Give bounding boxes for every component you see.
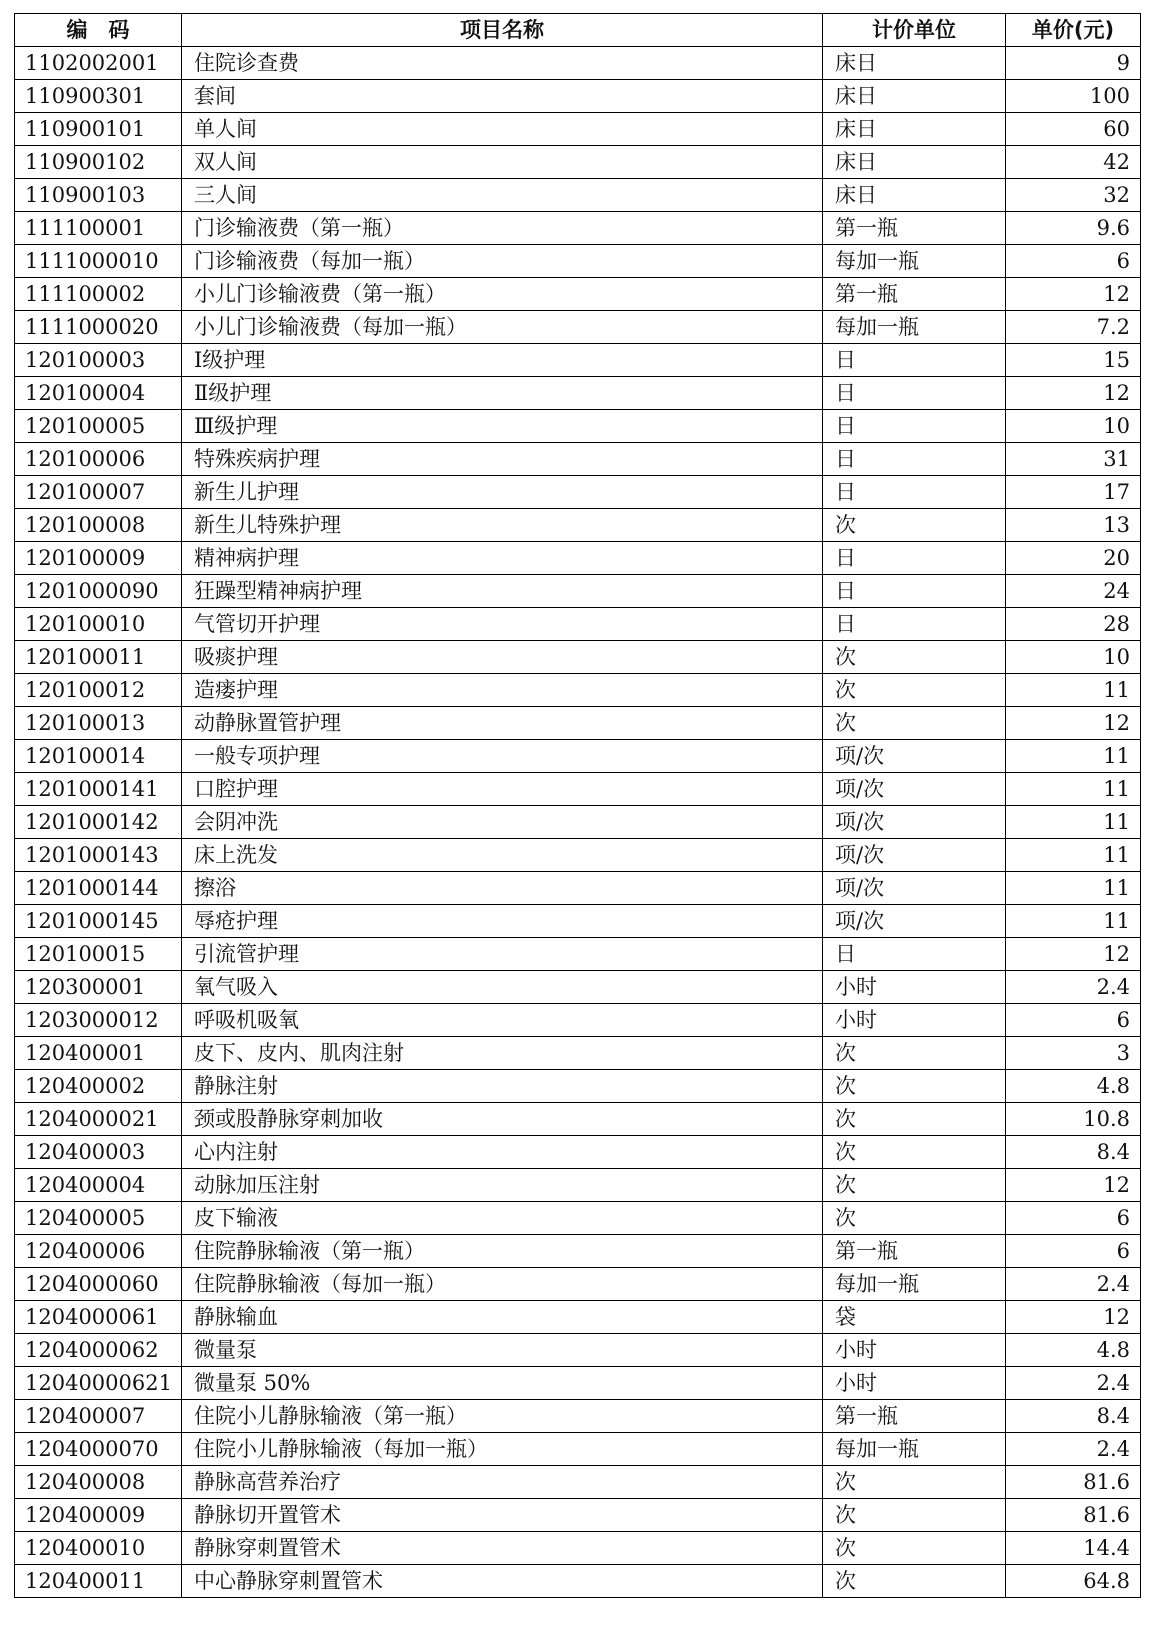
- cell-pricing-unit: 第一瓶: [823, 1235, 1006, 1268]
- cell-pricing-unit: 项/次: [823, 740, 1006, 773]
- cell-unit-price: 11: [1006, 773, 1141, 806]
- cell-unit-price: 60: [1006, 113, 1141, 146]
- cell-item-name: 新生儿护理: [182, 476, 823, 509]
- cell-item-name: 静脉注射: [182, 1070, 823, 1103]
- cell-item-name: 动脉加压注射: [182, 1169, 823, 1202]
- cell-code: 1201000090: [15, 575, 182, 608]
- table-row: [15, 971, 1141, 1004]
- cell-item-name: 住院诊查费: [182, 47, 823, 80]
- cell-code: 120100014: [15, 740, 182, 773]
- cell-pricing-unit: 小时: [823, 1334, 1006, 1367]
- cell-pricing-unit: 日: [823, 938, 1006, 971]
- table-row: [15, 113, 1141, 146]
- cell-unit-price: 11: [1006, 839, 1141, 872]
- cell-code: 1204000061: [15, 1301, 182, 1334]
- table-row: [15, 443, 1141, 476]
- cell-pricing-unit: 床日: [823, 179, 1006, 212]
- cell-unit-price: 28: [1006, 608, 1141, 641]
- table-row: [15, 344, 1141, 377]
- cell-code: 110900301: [15, 80, 182, 113]
- cell-item-name: 住院静脉输液（每加一瓶）: [182, 1268, 823, 1301]
- cell-unit-price: 31: [1006, 443, 1141, 476]
- cell-unit-price: 11: [1006, 872, 1141, 905]
- cell-pricing-unit: 次: [823, 1499, 1006, 1532]
- cell-item-name: 微量泵 50%: [182, 1367, 823, 1400]
- cell-item-name: 动静脉置管护理: [182, 707, 823, 740]
- table-row: [15, 707, 1141, 740]
- cell-unit-price: 9.6: [1006, 212, 1141, 245]
- table-row: [15, 905, 1141, 938]
- cell-item-name: 特殊疾病护理: [182, 443, 823, 476]
- cell-unit-price: 42: [1006, 146, 1141, 179]
- cell-pricing-unit: 袋: [823, 1301, 1006, 1334]
- cell-item-name: Ⅲ级护理: [182, 410, 823, 443]
- table-row: [15, 1301, 1141, 1334]
- cell-code: 1203000012: [15, 1004, 182, 1037]
- cell-code: 120100013: [15, 707, 182, 740]
- cell-pricing-unit: 每加一瓶: [823, 311, 1006, 344]
- table-row: [15, 245, 1141, 278]
- cell-code: 1201000144: [15, 872, 182, 905]
- table-row: [15, 1235, 1141, 1268]
- cell-item-name: 心内注射: [182, 1136, 823, 1169]
- table-row: [15, 1136, 1141, 1169]
- header-code: 编 码: [15, 14, 182, 47]
- table-row: [15, 575, 1141, 608]
- cell-code: 120300001: [15, 971, 182, 1004]
- table-row: [15, 1433, 1141, 1466]
- cell-item-name: 辱疮护理: [182, 905, 823, 938]
- price-table: [14, 13, 1141, 1598]
- cell-code: 120100008: [15, 509, 182, 542]
- cell-code: 120100011: [15, 641, 182, 674]
- cell-unit-price: 2.4: [1006, 1433, 1141, 1466]
- cell-unit-price: 12: [1006, 938, 1141, 971]
- cell-code: 1204000060: [15, 1268, 182, 1301]
- header-unit-price: 单价(元): [1006, 14, 1141, 47]
- cell-unit-price: 2.4: [1006, 1367, 1141, 1400]
- cell-unit-price: 8.4: [1006, 1136, 1141, 1169]
- cell-pricing-unit: 次: [823, 1070, 1006, 1103]
- cell-unit-price: 6: [1006, 1202, 1141, 1235]
- cell-item-name: 双人间: [182, 146, 823, 179]
- table-row: [15, 509, 1141, 542]
- table-row: [15, 1466, 1141, 1499]
- table-row: [15, 674, 1141, 707]
- cell-unit-price: 24: [1006, 575, 1141, 608]
- table-row: [15, 377, 1141, 410]
- cell-unit-price: 7.2: [1006, 311, 1141, 344]
- cell-unit-price: 4.8: [1006, 1070, 1141, 1103]
- cell-pricing-unit: 日: [823, 476, 1006, 509]
- cell-code: 110900103: [15, 179, 182, 212]
- cell-code: 120400002: [15, 1070, 182, 1103]
- cell-code: 120400006: [15, 1235, 182, 1268]
- cell-code: 120400001: [15, 1037, 182, 1070]
- cell-unit-price: 12: [1006, 377, 1141, 410]
- table-row: [15, 872, 1141, 905]
- cell-code: 110900101: [15, 113, 182, 146]
- cell-unit-price: 15: [1006, 344, 1141, 377]
- cell-item-name: 门诊输液费（第一瓶）: [182, 212, 823, 245]
- cell-pricing-unit: 日: [823, 377, 1006, 410]
- table-row: [15, 1367, 1141, 1400]
- cell-item-name: 套间: [182, 80, 823, 113]
- cell-pricing-unit: 项/次: [823, 839, 1006, 872]
- cell-code: 12040000621: [15, 1367, 182, 1400]
- cell-pricing-unit: 日: [823, 575, 1006, 608]
- cell-item-name: 静脉输血: [182, 1301, 823, 1334]
- cell-code: 120400005: [15, 1202, 182, 1235]
- cell-code: 120100009: [15, 542, 182, 575]
- cell-item-name: Ⅱ级护理: [182, 377, 823, 410]
- table-row: [15, 311, 1141, 344]
- cell-unit-price: 11: [1006, 740, 1141, 773]
- cell-unit-price: 11: [1006, 674, 1141, 707]
- table-row: [15, 80, 1141, 113]
- cell-code: 120100015: [15, 938, 182, 971]
- cell-unit-price: 12: [1006, 1301, 1141, 1334]
- cell-item-name: 擦浴: [182, 872, 823, 905]
- cell-pricing-unit: 小时: [823, 971, 1006, 1004]
- cell-code: 120100007: [15, 476, 182, 509]
- table-row: [15, 212, 1141, 245]
- cell-unit-price: 12: [1006, 1169, 1141, 1202]
- cell-item-name: 气管切开护理: [182, 608, 823, 641]
- cell-unit-price: 12: [1006, 278, 1141, 311]
- cell-code: 111100001: [15, 212, 182, 245]
- cell-code: 120100006: [15, 443, 182, 476]
- cell-pricing-unit: 次: [823, 1037, 1006, 1070]
- cell-pricing-unit: 每加一瓶: [823, 1268, 1006, 1301]
- table-row: [15, 740, 1141, 773]
- cell-item-name: 静脉穿刺置管术: [182, 1532, 823, 1565]
- table-row: [15, 146, 1141, 179]
- cell-item-name: 口腔护理: [182, 773, 823, 806]
- cell-item-name: 小儿门诊输液费（第一瓶）: [182, 278, 823, 311]
- cell-unit-price: 8.4: [1006, 1400, 1141, 1433]
- cell-unit-price: 81.6: [1006, 1499, 1141, 1532]
- cell-pricing-unit: 次: [823, 1466, 1006, 1499]
- cell-item-name: 住院静脉输液（第一瓶）: [182, 1235, 823, 1268]
- cell-unit-price: 81.6: [1006, 1466, 1141, 1499]
- table-body: [15, 47, 1141, 1598]
- table-row: [15, 542, 1141, 575]
- cell-item-name: 狂躁型精神病护理: [182, 575, 823, 608]
- cell-pricing-unit: 次: [823, 641, 1006, 674]
- cell-code: 120400004: [15, 1169, 182, 1202]
- cell-unit-price: 10: [1006, 641, 1141, 674]
- table-row: [15, 1103, 1141, 1136]
- cell-code: 120100003: [15, 344, 182, 377]
- cell-code: 1204000062: [15, 1334, 182, 1367]
- table-row: [15, 641, 1141, 674]
- cell-pricing-unit: 次: [823, 707, 1006, 740]
- cell-pricing-unit: 小时: [823, 1367, 1006, 1400]
- table-row: [15, 179, 1141, 212]
- cell-item-name: 小儿门诊输液费（每加一瓶）: [182, 311, 823, 344]
- cell-code: 120400003: [15, 1136, 182, 1169]
- cell-pricing-unit: 床日: [823, 80, 1006, 113]
- cell-pricing-unit: 次: [823, 1169, 1006, 1202]
- table-row: [15, 806, 1141, 839]
- cell-item-name: 氧气吸入: [182, 971, 823, 1004]
- cell-pricing-unit: 第一瓶: [823, 212, 1006, 245]
- table-row: [15, 1202, 1141, 1235]
- cell-code: 1201000142: [15, 806, 182, 839]
- cell-unit-price: 12: [1006, 707, 1141, 740]
- table-row: [15, 1070, 1141, 1103]
- cell-unit-price: 6: [1006, 1004, 1141, 1037]
- cell-pricing-unit: 次: [823, 674, 1006, 707]
- cell-unit-price: 100: [1006, 80, 1141, 113]
- cell-pricing-unit: 床日: [823, 47, 1006, 80]
- cell-code: 1204000070: [15, 1433, 182, 1466]
- table-row: [15, 278, 1141, 311]
- cell-code: 1201000143: [15, 839, 182, 872]
- header-row: [15, 14, 1141, 47]
- cell-item-name: 静脉切开置管术: [182, 1499, 823, 1532]
- cell-pricing-unit: 项/次: [823, 773, 1006, 806]
- cell-pricing-unit: 日: [823, 542, 1006, 575]
- cell-pricing-unit: 第一瓶: [823, 278, 1006, 311]
- table-row: [15, 1499, 1141, 1532]
- price-list-sheet: [14, 13, 1140, 1598]
- cell-item-name: 一般专项护理: [182, 740, 823, 773]
- cell-pricing-unit: 项/次: [823, 905, 1006, 938]
- cell-unit-price: 9: [1006, 47, 1141, 80]
- cell-item-name: 中心静脉穿刺置管术: [182, 1565, 823, 1598]
- cell-item-name: 微量泵: [182, 1334, 823, 1367]
- table-row: [15, 773, 1141, 806]
- table-row: [15, 1169, 1141, 1202]
- cell-pricing-unit: 日: [823, 344, 1006, 377]
- cell-unit-price: 6: [1006, 245, 1141, 278]
- cell-code: 120400009: [15, 1499, 182, 1532]
- cell-pricing-unit: 次: [823, 1202, 1006, 1235]
- cell-item-name: 新生儿特殊护理: [182, 509, 823, 542]
- cell-pricing-unit: 床日: [823, 146, 1006, 179]
- cell-item-name: 颈或股静脉穿刺加收: [182, 1103, 823, 1136]
- header-item-name: 项目名称: [182, 14, 823, 47]
- cell-item-name: 皮下输液: [182, 1202, 823, 1235]
- cell-unit-price: 10.8: [1006, 1103, 1141, 1136]
- cell-unit-price: 13: [1006, 509, 1141, 542]
- cell-code: 1204000021: [15, 1103, 182, 1136]
- cell-code: 120400010: [15, 1532, 182, 1565]
- cell-code: 120400008: [15, 1466, 182, 1499]
- cell-unit-price: 6: [1006, 1235, 1141, 1268]
- cell-code: 1201000141: [15, 773, 182, 806]
- cell-pricing-unit: 每加一瓶: [823, 1433, 1006, 1466]
- table-row: [15, 47, 1141, 80]
- cell-pricing-unit: 日: [823, 410, 1006, 443]
- cell-unit-price: 64.8: [1006, 1565, 1141, 1598]
- table-row: [15, 476, 1141, 509]
- cell-unit-price: 14.4: [1006, 1532, 1141, 1565]
- cell-unit-price: 20: [1006, 542, 1141, 575]
- cell-code: 111100002: [15, 278, 182, 311]
- cell-code: 1201000145: [15, 905, 182, 938]
- cell-pricing-unit: 次: [823, 1136, 1006, 1169]
- cell-item-name: 呼吸机吸氧: [182, 1004, 823, 1037]
- cell-pricing-unit: 第一瓶: [823, 1400, 1006, 1433]
- table-row: [15, 1004, 1141, 1037]
- cell-unit-price: 2.4: [1006, 971, 1141, 1004]
- cell-item-name: Ⅰ级护理: [182, 344, 823, 377]
- table-row: [15, 1268, 1141, 1301]
- cell-unit-price: 11: [1006, 905, 1141, 938]
- cell-unit-price: 2.4: [1006, 1268, 1141, 1301]
- table-row: [15, 839, 1141, 872]
- cell-pricing-unit: 次: [823, 509, 1006, 542]
- table-row: [15, 608, 1141, 641]
- cell-code: 120100004: [15, 377, 182, 410]
- cell-item-name: 造瘘护理: [182, 674, 823, 707]
- cell-pricing-unit: 次: [823, 1103, 1006, 1136]
- cell-unit-price: 3: [1006, 1037, 1141, 1070]
- cell-code: 1111000010: [15, 245, 182, 278]
- cell-unit-price: 10: [1006, 410, 1141, 443]
- cell-pricing-unit: 次: [823, 1532, 1006, 1565]
- cell-code: 120100010: [15, 608, 182, 641]
- table-row: [15, 1400, 1141, 1433]
- cell-pricing-unit: 小时: [823, 1004, 1006, 1037]
- cell-pricing-unit: 项/次: [823, 872, 1006, 905]
- cell-pricing-unit: 日: [823, 443, 1006, 476]
- cell-pricing-unit: 床日: [823, 113, 1006, 146]
- cell-item-name: 门诊输液费（每加一瓶）: [182, 245, 823, 278]
- cell-item-name: 精神病护理: [182, 542, 823, 575]
- table-row: [15, 938, 1141, 971]
- cell-pricing-unit: 每加一瓶: [823, 245, 1006, 278]
- table-row: [15, 1037, 1141, 1070]
- cell-item-name: 床上洗发: [182, 839, 823, 872]
- cell-code: 120400007: [15, 1400, 182, 1433]
- cell-item-name: 静脉高营养治疗: [182, 1466, 823, 1499]
- cell-code: 120400011: [15, 1565, 182, 1598]
- cell-pricing-unit: 次: [823, 1565, 1006, 1598]
- cell-unit-price: 17: [1006, 476, 1141, 509]
- cell-code: 110900102: [15, 146, 182, 179]
- table-header: [15, 14, 1141, 47]
- cell-code: 120100012: [15, 674, 182, 707]
- cell-unit-price: 11: [1006, 806, 1141, 839]
- cell-item-name: 住院小儿静脉输液（每加一瓶）: [182, 1433, 823, 1466]
- cell-code: 1111000020: [15, 311, 182, 344]
- cell-item-name: 引流管护理: [182, 938, 823, 971]
- cell-item-name: 三人间: [182, 179, 823, 212]
- cell-code: 1102002001: [15, 47, 182, 80]
- cell-code: 120100005: [15, 410, 182, 443]
- table-row: [15, 1334, 1141, 1367]
- cell-item-name: 住院小儿静脉输液（第一瓶）: [182, 1400, 823, 1433]
- table-row: [15, 1532, 1141, 1565]
- header-pricing-unit: 计价单位: [823, 14, 1006, 47]
- cell-item-name: 皮下、皮内、肌肉注射: [182, 1037, 823, 1070]
- cell-item-name: 吸痰护理: [182, 641, 823, 674]
- cell-unit-price: 4.8: [1006, 1334, 1141, 1367]
- cell-pricing-unit: 日: [823, 608, 1006, 641]
- cell-unit-price: 32: [1006, 179, 1141, 212]
- cell-item-name: 单人间: [182, 113, 823, 146]
- cell-item-name: 会阴冲洗: [182, 806, 823, 839]
- cell-pricing-unit: 项/次: [823, 806, 1006, 839]
- table-row: [15, 1565, 1141, 1598]
- table-row: [15, 410, 1141, 443]
